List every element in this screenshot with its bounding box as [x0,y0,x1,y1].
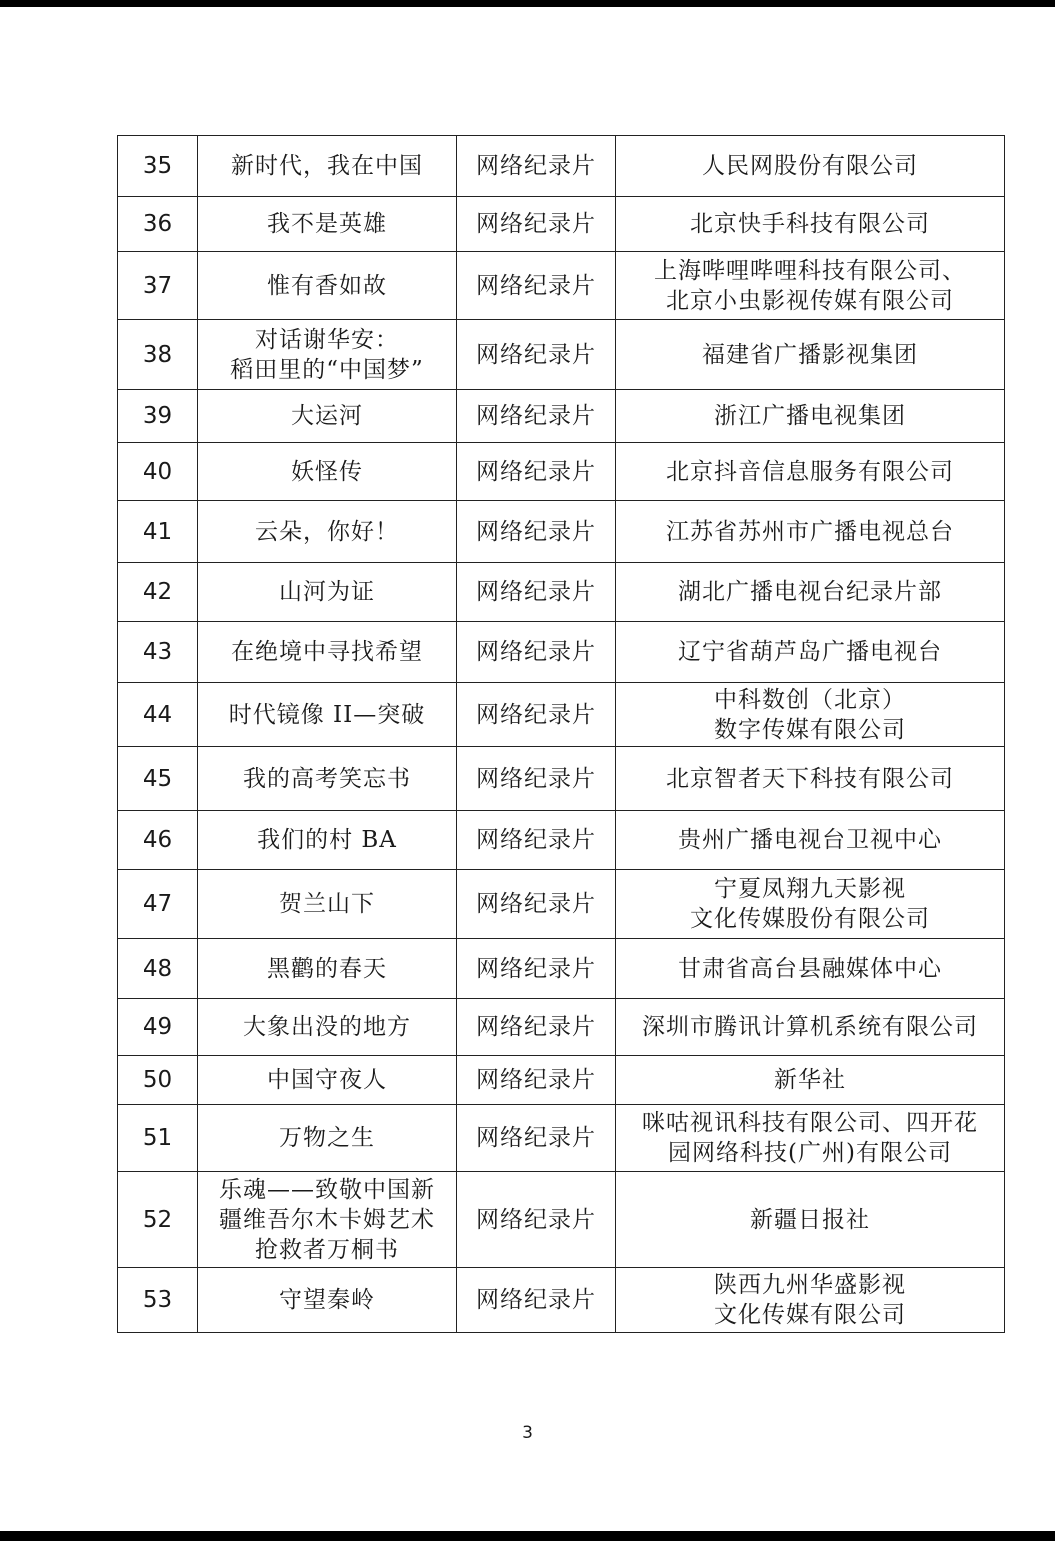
row-number: 38 [118,320,198,390]
table-row [118,1268,1005,1333]
program-type: 网络纪录片 [457,252,616,320]
table-row [118,939,1005,999]
producing-organization: 贵州广播电视台卫视中心 [616,811,1005,870]
producing-organization: 中科数创（北京） 数字传媒有限公司 [616,683,1005,747]
row-number: 53 [118,1268,198,1333]
table-row [118,811,1005,870]
row-number: 45 [118,747,198,811]
program-type: 网络纪录片 [457,939,616,999]
program-type: 网络纪录片 [457,870,616,939]
program-type: 网络纪录片 [457,1268,616,1333]
row-number: 39 [118,390,198,443]
program-title: 中国守夜人 [198,1056,457,1105]
table-row [118,622,1005,683]
producing-organization: 江苏省苏州市广播电视总台 [616,501,1005,563]
top-border-bar [0,0,1055,7]
program-type: 网络纪录片 [457,1105,616,1172]
table-row [118,999,1005,1056]
producing-organization: 上海哔哩哔哩科技有限公司、 北京小虫影视传媒有限公司 [616,252,1005,320]
producing-organization: 人民网股份有限公司 [616,136,1005,197]
table-row [118,390,1005,443]
table-row [118,252,1005,320]
program-title: 大运河 [198,390,457,443]
program-type: 网络纪录片 [457,563,616,622]
program-title: 妖怪传 [198,443,457,501]
table-row [118,563,1005,622]
program-type: 网络纪录片 [457,390,616,443]
row-number: 47 [118,870,198,939]
program-title: 云朵，你好！ [198,501,457,563]
table-row [118,1056,1005,1105]
producing-organization: 宁夏凤翔九天影视 文化传媒股份有限公司 [616,870,1005,939]
program-title: 我们的村 BA [198,811,457,870]
row-number: 44 [118,683,198,747]
program-type: 网络纪录片 [457,443,616,501]
program-type: 网络纪录片 [457,622,616,683]
program-title: 乐魂——致敬中国新 疆维吾尔木卡姆艺术 抢救者万桐书 [198,1172,457,1268]
table-body [118,136,1005,1333]
producing-organization: 湖北广播电视台纪录片部 [616,563,1005,622]
row-number: 43 [118,622,198,683]
program-title: 惟有香如故 [198,252,457,320]
producing-organization: 北京智者天下科技有限公司 [616,747,1005,811]
program-type: 网络纪录片 [457,1056,616,1105]
row-number: 51 [118,1105,198,1172]
producing-organization: 北京抖音信息服务有限公司 [616,443,1005,501]
row-number: 40 [118,443,198,501]
table-row [118,443,1005,501]
program-title: 黑鹳的春天 [198,939,457,999]
program-title: 贺兰山下 [198,870,457,939]
producing-organization: 辽宁省葫芦岛广播电视台 [616,622,1005,683]
table-row [118,136,1005,197]
program-title: 时代镜像 II—突破 [198,683,457,747]
row-number: 49 [118,999,198,1056]
producing-organization: 咪咕视讯科技有限公司、四开花 园网络科技(广州)有限公司 [616,1105,1005,1172]
program-title: 我不是英雄 [198,197,457,252]
program-title: 对话谢华安： 稻田里的“中国梦” [198,320,457,390]
producing-organization: 新疆日报社 [616,1172,1005,1268]
table-row [118,870,1005,939]
program-type: 网络纪录片 [457,197,616,252]
table-row [118,747,1005,811]
producing-organization: 浙江广播电视集团 [616,390,1005,443]
program-type: 网络纪录片 [457,136,616,197]
program-title: 万物之生 [198,1105,457,1172]
producing-organization: 福建省广播影视集团 [616,320,1005,390]
row-number: 50 [118,1056,198,1105]
table-row [118,501,1005,563]
producing-organization: 陕西九州华盛影视 文化传媒有限公司 [616,1268,1005,1333]
program-type: 网络纪录片 [457,999,616,1056]
program-type: 网络纪录片 [457,747,616,811]
bottom-border-bar [0,1531,1055,1541]
program-title: 新时代，我在中国 [198,136,457,197]
producing-organization: 甘肃省高台县融媒体中心 [616,939,1005,999]
table-row [118,197,1005,252]
program-type: 网络纪录片 [457,320,616,390]
program-type: 网络纪录片 [457,1172,616,1268]
row-number: 48 [118,939,198,999]
row-number: 52 [118,1172,198,1268]
program-type: 网络纪录片 [457,501,616,563]
table-row [118,1172,1005,1268]
row-number: 35 [118,136,198,197]
program-title: 在绝境中寻找希望 [198,622,457,683]
document-page [0,7,1055,1531]
producing-organization: 新华社 [616,1056,1005,1105]
table-row [118,1105,1005,1172]
row-number: 41 [118,501,198,563]
table-row [118,320,1005,390]
page-number: 3 [522,1423,533,1443]
program-type: 网络纪录片 [457,811,616,870]
program-title: 大象出没的地方 [198,999,457,1056]
program-title: 我的高考笑忘书 [198,747,457,811]
row-number: 42 [118,563,198,622]
program-type: 网络纪录片 [457,683,616,747]
program-title: 山河为证 [198,563,457,622]
row-number: 36 [118,197,198,252]
program-list-table [117,135,1005,1333]
table-row [118,683,1005,747]
row-number: 46 [118,811,198,870]
program-title: 守望秦岭 [198,1268,457,1333]
producing-organization: 深圳市腾讯计算机系统有限公司 [616,999,1005,1056]
row-number: 37 [118,252,198,320]
producing-organization: 北京快手科技有限公司 [616,197,1005,252]
